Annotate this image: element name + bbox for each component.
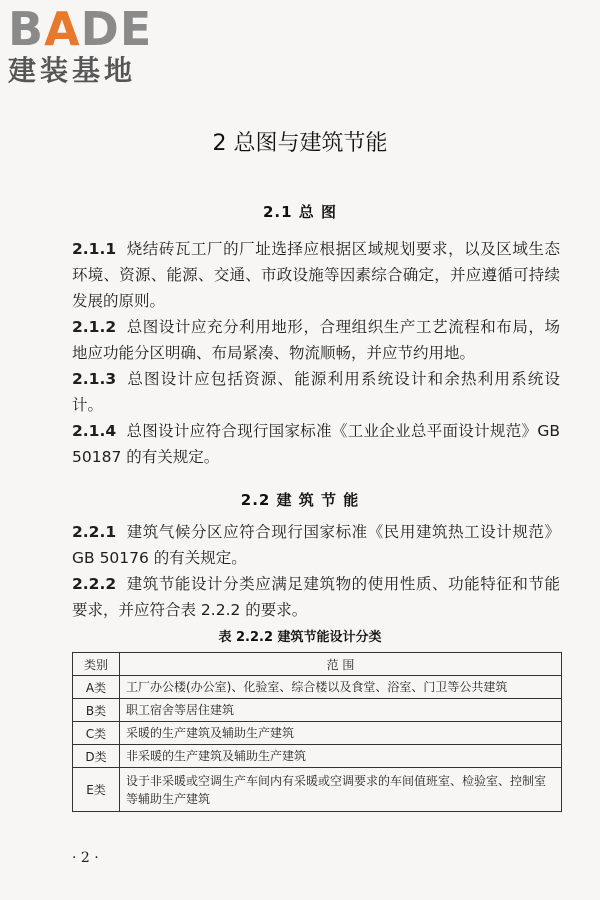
row-description: 非采暖的生产建筑及辅助生产建筑 bbox=[120, 745, 562, 768]
row-description: 职工宿舍等居住建筑 bbox=[120, 699, 562, 722]
clause-2-2-1 bbox=[72, 519, 560, 571]
logo-letter-b: B bbox=[8, 2, 45, 56]
clause-number: 2.1.4 bbox=[72, 422, 117, 440]
table-row bbox=[73, 768, 562, 812]
header-category: 类别 bbox=[73, 653, 120, 676]
clause-2-1-1 bbox=[72, 236, 560, 314]
clause-2-1-4 bbox=[72, 418, 560, 470]
row-description: 工厂办公楼(办公室)、化验室、综合楼以及食堂、浴室、门卫等公共建筑 bbox=[120, 676, 562, 699]
energy-classification-table bbox=[72, 652, 562, 812]
table-row bbox=[73, 676, 562, 699]
row-category: E类 bbox=[73, 768, 120, 812]
clause-text: 总图设计应充分利用地形，合理组织生产工艺流程和布局，场地应功能分区明确、布局紧凑、物流顺畅，并应节约用地。 bbox=[72, 318, 560, 362]
row-category: D类 bbox=[73, 745, 120, 768]
clause-text: 总图设计应符合现行国家标准《工业企业总平面设计规范》GB 50187 的有关规定。 bbox=[72, 422, 560, 466]
clause-number: 2.2.2 bbox=[72, 575, 117, 593]
logo-subtitle: 建装基地 bbox=[8, 54, 137, 87]
logo-letter-a: A bbox=[44, 2, 81, 56]
clause-number: 2.2.1 bbox=[72, 523, 117, 541]
logo-letters-de: DE bbox=[80, 2, 153, 56]
bade-logo bbox=[8, 4, 178, 88]
row-description: 采暖的生产建筑及辅助生产建筑 bbox=[120, 722, 562, 745]
clause-text: 建筑气候分区应符合现行国家标准《民用建筑热工设计规范》GB 50176 的有关规定。 bbox=[72, 523, 560, 567]
row-description: 设于非采暖或空调生产车间内有采暖或空调要求的车间值班室、检验室、控制室等辅助生产建筑 bbox=[120, 768, 562, 812]
table-row bbox=[73, 745, 562, 768]
clause-number: 2.1.3 bbox=[72, 370, 117, 388]
chapter-title: 2 总图与建筑节能 bbox=[212, 131, 388, 156]
clause-text: 烧结砖瓦工厂的厂址选择应根据区域规划要求，以及区域生态环境、资源、能源、交通、市政设施等因素综合确定，并应遵循可持续发展的原则。 bbox=[72, 240, 560, 310]
clause-2-1-2 bbox=[72, 314, 560, 366]
table-row bbox=[73, 722, 562, 745]
clause-text: 建筑节能设计分类应满足建筑物的使用性质、功能特征和节能要求，并应符合表 2.2.2 的要求。 bbox=[72, 575, 560, 619]
clause-text: 总图设计应包括资源、能源利用系统设计和余热利用系统设计。 bbox=[72, 370, 560, 414]
table-row bbox=[73, 699, 562, 722]
row-category: C类 bbox=[73, 722, 120, 745]
logo-wordmark bbox=[8, 4, 178, 54]
section-title-2-1: 2.1 总 图 bbox=[262, 203, 338, 221]
table-header-row bbox=[73, 653, 562, 676]
clause-2-1-3 bbox=[72, 366, 560, 418]
clause-number: 2.1.1 bbox=[72, 240, 117, 258]
clause-2-2-2 bbox=[72, 571, 560, 623]
section-title-2-2: 2.2 建 筑 节 能 bbox=[240, 491, 360, 509]
clause-number: 2.1.2 bbox=[72, 318, 117, 336]
header-scope: 范 围 bbox=[120, 653, 562, 676]
page-number: · 2 · bbox=[72, 850, 99, 866]
table-caption: 表 2.2.2 建筑节能设计分类 bbox=[218, 630, 382, 645]
row-category: A类 bbox=[73, 676, 120, 699]
row-category: B类 bbox=[73, 699, 120, 722]
